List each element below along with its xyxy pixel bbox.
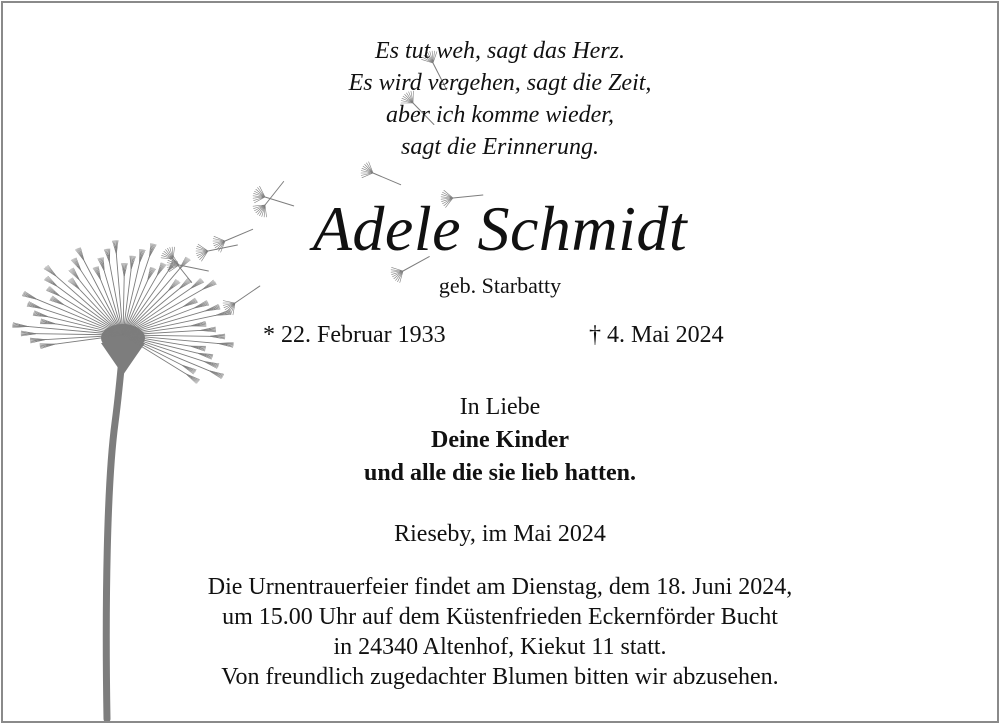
poem-line: Es wird vergehen, sagt die Zeit,: [348, 70, 652, 96]
service-line: Die Urnentrauerfeier findet am Dienstag, dem 18. Juni 2024,: [207, 574, 793, 600]
mourners-line: und alle die sie lieb hatten.: [363, 460, 637, 486]
mourners: [3, 391, 997, 490]
service-line: Von freundlich zugedachter Blumen bitten wir abzusehen.: [221, 664, 779, 690]
death-date: † 4. Mai 2024: [589, 322, 724, 348]
obituary-card: [1, 1, 999, 723]
service-info: [3, 572, 997, 692]
service-line: um 15.00 Uhr auf dem Küstenfrieden Eckernförder Bucht: [222, 604, 778, 630]
place-and-date: Rieseby, im Mai 2024: [394, 521, 606, 547]
mourners-line: Deine Kinder: [431, 427, 569, 453]
service-line: in 24340 Altenhof, Kiekut 11 statt.: [333, 634, 667, 660]
birth-date: * 22. Februar 1933: [263, 322, 446, 348]
maiden-name: geb. Starbatty: [438, 273, 562, 298]
mourners-intro: In Liebe: [459, 394, 541, 420]
poem-line: sagt die Erinnerung.: [401, 134, 599, 160]
poem-line: Es tut weh, sagt das Herz.: [374, 38, 625, 64]
poem: [3, 35, 997, 163]
poem-line: aber ich komme wieder,: [386, 102, 614, 128]
deceased-name: Adele Schmidt: [312, 193, 688, 264]
